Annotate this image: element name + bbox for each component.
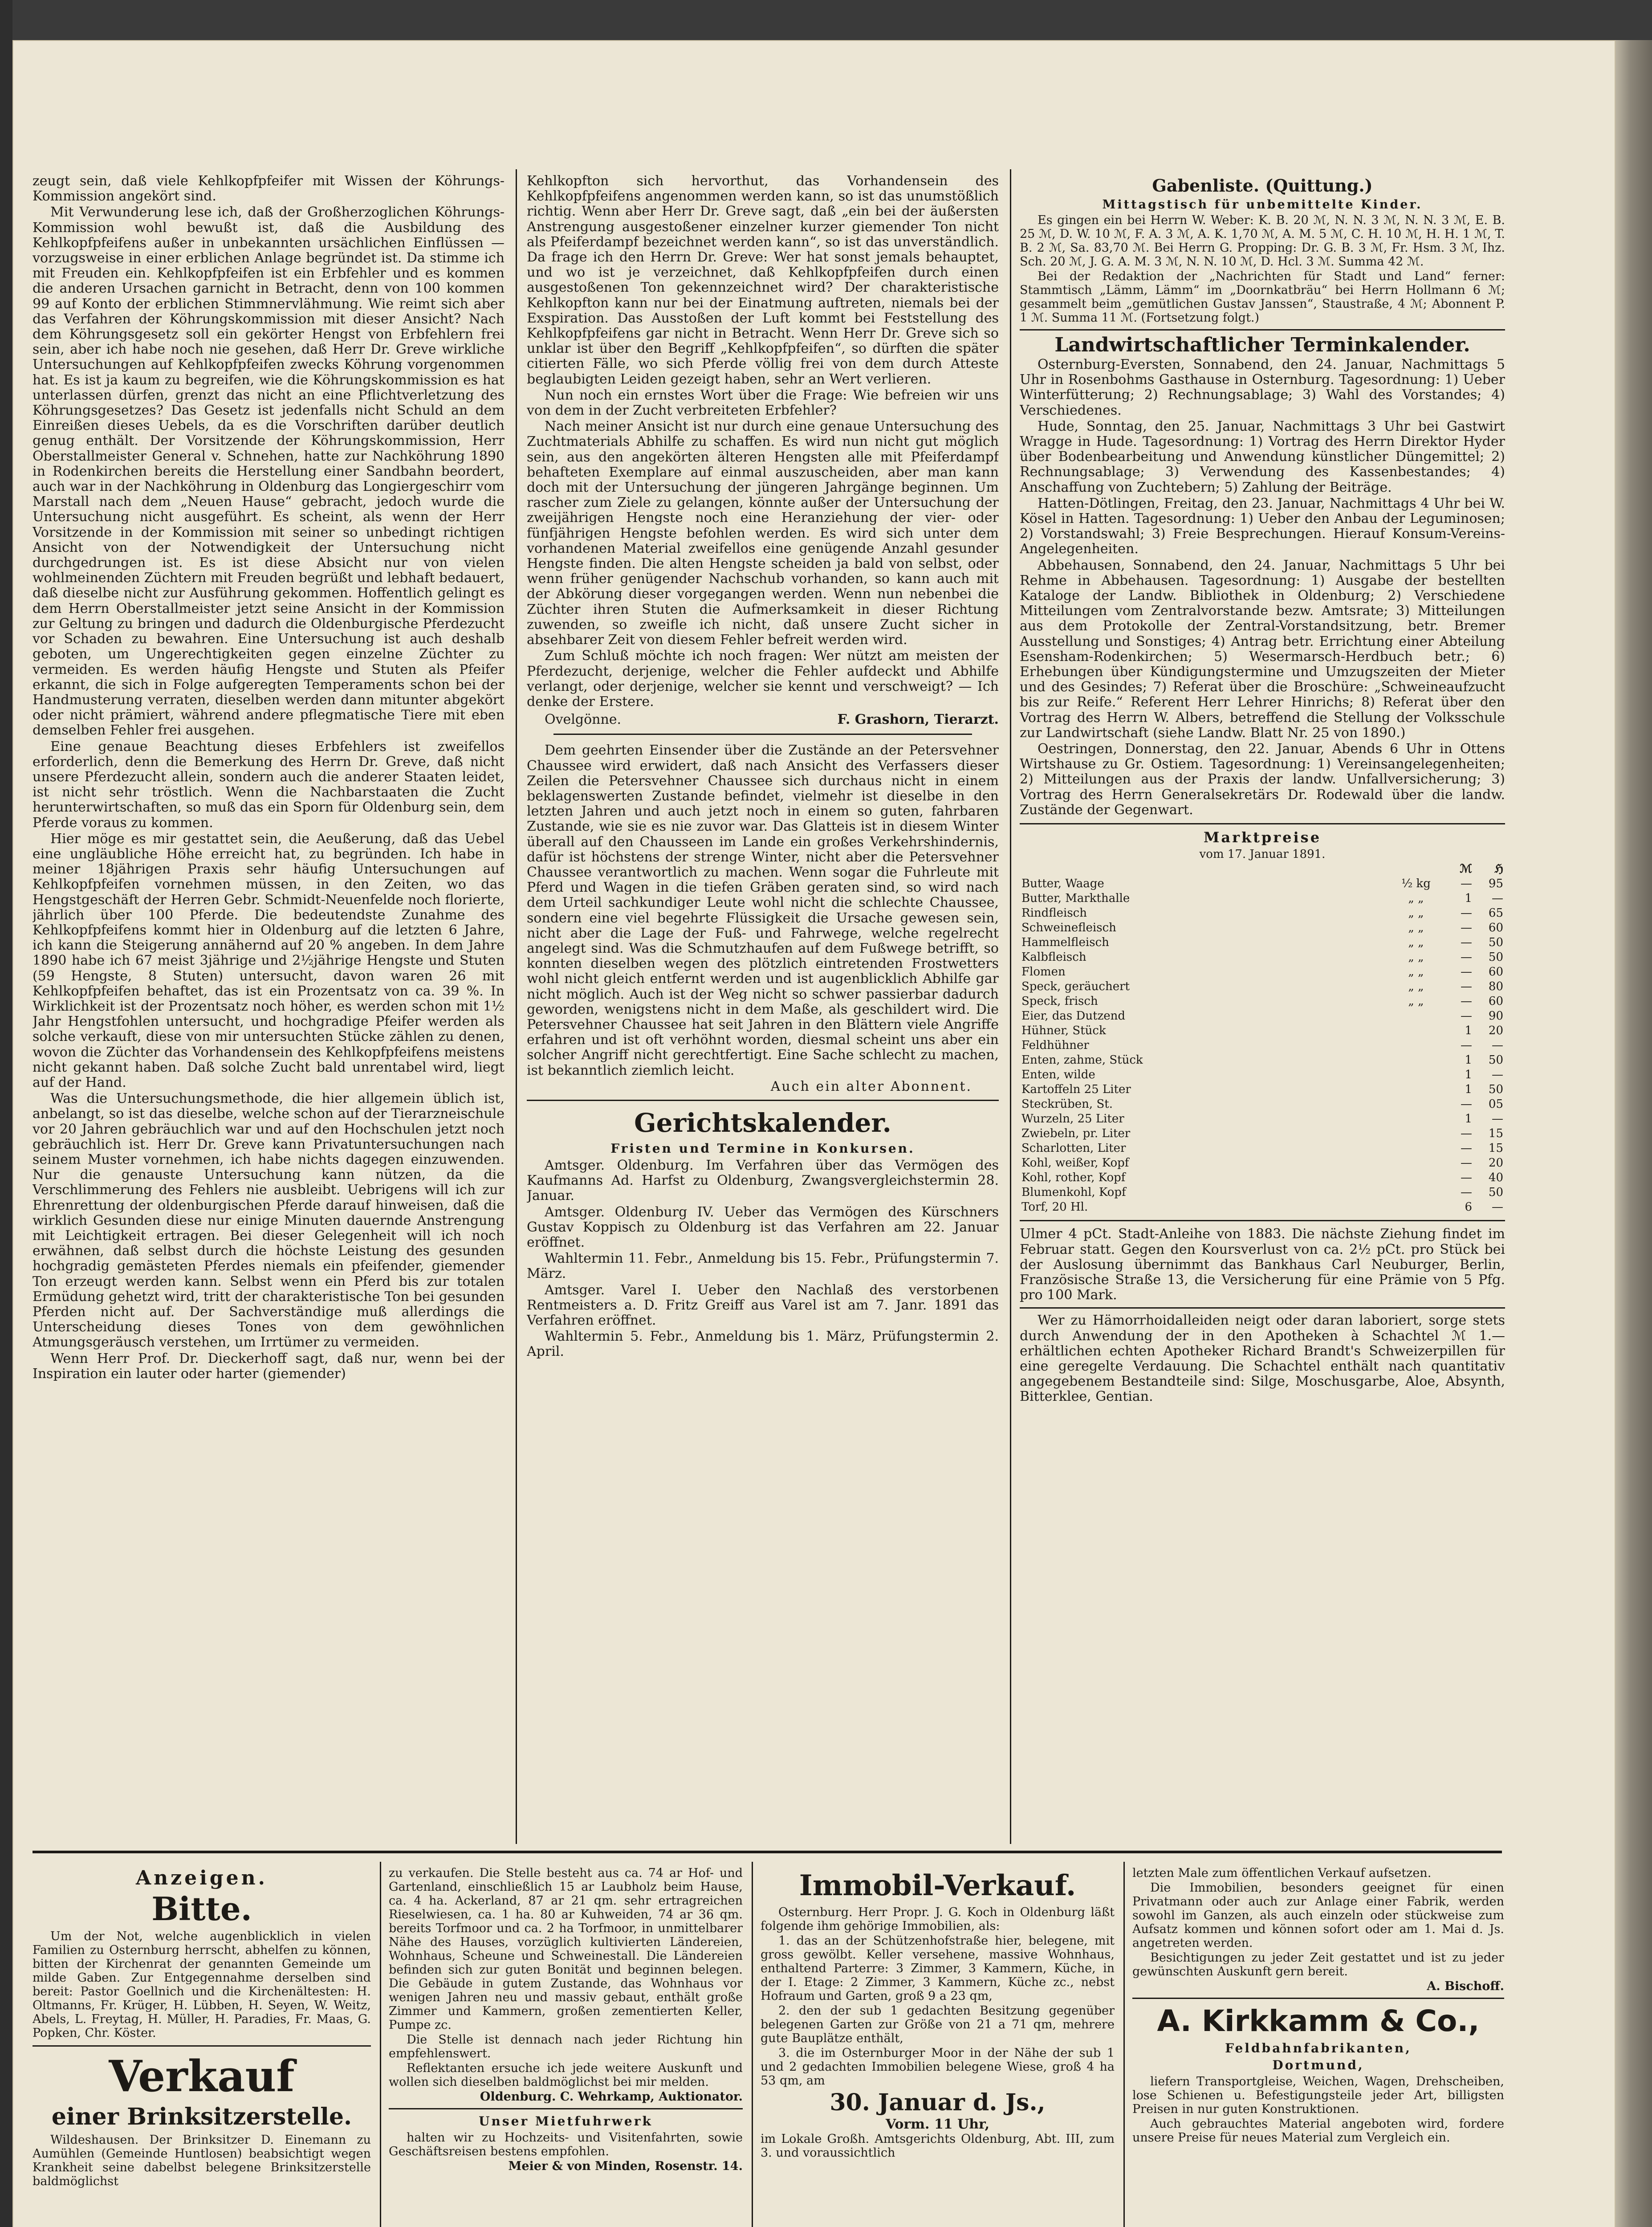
divider <box>389 2108 743 2109</box>
price-mark: — <box>1461 1127 1472 1141</box>
verkauf-signature: Oldenburg. C. Wehrkamp, Auktionator. <box>480 2090 743 2104</box>
price-pf: 20 <box>1488 1156 1503 1170</box>
ad-column-2 <box>389 1866 743 2227</box>
bitte-text: Um der Not, welche augenblicklich in vielen Familien zu Osternburg herrscht, abhelfen zu können, bitten der Kirchenrat der genannten Gemeinde um milde Gaben. Zur Entgegennahme derselben sind bereit: Pastor Goellnich und die Kirchenältesten: H. Oltmanns, Fr. Krüger, H. Lübben, H. Seyen, W. Weitz, Abels, L. Freytag, H. Müller, H. Paradies, Fr. Maas, G. Popken, Chr. Köster. <box>33 1929 371 2040</box>
price-mark: — <box>1461 877 1472 891</box>
divider <box>33 2045 371 2047</box>
court-entry: Amtsger. Oldenburg. Im Verfahren über das Vermögen des Kaufmanns Ad. Harfst zu Oldenburg, Zwangsvergleichstermin 28. Januar. <box>527 1157 999 1204</box>
paragraph: zeugt sein, daß viele Kehlkopfpfeifer mit Wissen der Köhrungs-Kommission angekört sind. <box>33 174 505 204</box>
page-edge <box>1615 40 1652 2227</box>
termin-entry: Osternburg-Eversten, Sonnabend, den 24. Januar, Nachmittags 5 Uhr in Rosenbohms Gasthause in Osternburg. Tagesordnung: 1) Ueber Winterfütterung; 2) Rechnungsablage; 3) Wahl des Vorstandes; 4) Verschiedenes. <box>1020 357 1505 418</box>
immo-text: Osternburg. Herr Propr. J. G. Koch in Oldenburg läßt folgende ihm gehörige Immobilien, als: <box>761 1905 1115 1933</box>
price-mark: 1 <box>1465 1024 1472 1038</box>
price-header <box>1020 862 1505 877</box>
price-row <box>1020 877 1505 891</box>
price-unit <box>1389 1126 1443 1141</box>
price-mark: — <box>1461 980 1472 994</box>
price-unit: „ „ <box>1408 980 1424 994</box>
price-row <box>1020 950 1505 965</box>
price-pf: 05 <box>1488 1097 1503 1111</box>
price-item: Enten, zahme, Stück <box>1021 1053 1143 1067</box>
price-row <box>1020 1053 1505 1068</box>
price-pf: — <box>1492 1039 1503 1052</box>
divider <box>527 1100 999 1101</box>
market-date: vom 17. Januar 1891. <box>1199 848 1326 861</box>
price-item: Speck, geräuchert <box>1021 980 1130 994</box>
price-unit <box>1389 1038 1443 1053</box>
price-pf: 40 <box>1488 1171 1503 1185</box>
price-unit: „ „ <box>1408 906 1424 920</box>
divider <box>1132 1998 1504 1999</box>
termin-entry: Hude, Sonntag, den 25. Januar, Nachmittags 3 Uhr bei Gastwirt Wragge in Hude. Tagesordnung: 1) Vortrag des Herrn Direktor Hyder über Bodenbearbeitung und Anwendung künstlicher Düngemittel; 2) Rechnungsablage; 3) Verwendung des Kassenbestandes; 4) Anschaffung von Zuchtebern; 5) Zahlung der Beiträge. <box>1020 418 1505 495</box>
price-row <box>1020 935 1505 950</box>
price-row <box>1020 1200 1505 1215</box>
price-row <box>1020 1126 1505 1141</box>
price-item: Wurzeln, 25 Liter <box>1021 1112 1124 1126</box>
court-title: Gerichtskalender. <box>634 1107 891 1138</box>
kirk-text: liefern Transportgleise, Weichen, Wagen, Drehscheiben, lose Schienen u. Befestigungsteile jeder Art, billigsten Preisen in nur guten Konstruktionen. <box>1132 2075 1504 2116</box>
price-row <box>1020 1024 1505 1038</box>
ad-column-1 <box>33 1866 371 2227</box>
price-item: Schweinefleisch <box>1021 921 1116 935</box>
price-row <box>1020 1156 1505 1171</box>
kirk-text: Auch gebrauchtes Material angeboten wird, fordere unsere Preise für neues Material zum Vergleich ein. <box>1132 2117 1504 2145</box>
gaben-text: Bei der Redaktion der „Nachrichten für Stadt und Land“ ferner: Stammtisch „Lämm, Lämm“ im „Doornkatbräu“ bei Herrn Hollmann 6 ℳ; gesammelt beim „gemütlichen Gustav Janssen“, Staustraße, 4 ℳ; Abonnent P. 1 ℳ. Summa 11 ℳ. (Fortsetzung folgt.) <box>1020 269 1505 325</box>
immo-cont: Die Immobilien, besonders geeignet für einen Privatmann oder auch zur Anlage einer Fabrik, werden sowohl im Ganzen, als auch einzeln oder stückweise zum Aufsatz kommen und können sofort oder am 1. Mai d. Js. angetreten werden. <box>1132 1881 1504 1950</box>
price-row <box>1020 1082 1505 1097</box>
termin-entry: Hatten-Dötlingen, Freitag, den 23. Januar, Nachmittags 4 Uhr bei W. Kösel in Hatten. Tagesordnung: 1) Ueber den Anbau der Leguminosen; 2) Vorstandswahl; 3) Freie Besprechungen. Hierauf Konsum-Vereins-Angelegenheiten. <box>1020 495 1505 557</box>
price-mark: 1 <box>1465 1053 1472 1067</box>
price-item: Kohl, rother, Kopf <box>1021 1171 1126 1185</box>
price-pf: 50 <box>1488 1053 1503 1067</box>
price-item: Rindfleisch <box>1021 906 1087 920</box>
scan-border <box>0 0 12 2227</box>
market-title: Marktpreise <box>1203 829 1322 846</box>
price-row <box>1020 994 1505 1009</box>
mark-header: ℳ <box>1460 862 1472 876</box>
price-table <box>1020 862 1505 1215</box>
price-pf: 15 <box>1488 1142 1503 1155</box>
signature-name: F. Grashorn, Tierarzt. <box>837 712 999 728</box>
price-item: Kalbfleisch <box>1021 950 1086 964</box>
price-unit: „ „ <box>1408 965 1424 979</box>
price-item: Hühner, Stück <box>1021 1024 1106 1038</box>
verkauf-subtitle: einer Brinksitzerstelle. <box>51 2103 352 2130</box>
column-rule <box>1010 169 1011 1844</box>
price-mark: — <box>1461 921 1472 935</box>
immo-date: 30. Januar d. Js., <box>830 2089 1046 2116</box>
price-unit: „ „ <box>1408 892 1424 905</box>
immo-item: 2. den der sub 1 gedachten Besitzung gegenüber belegenen Garten zur Größe von 21 a 71 qm, mehrere gute Bauplätze enthält, <box>761 2004 1115 2045</box>
ads-heading: Anzeigen. <box>136 1867 268 1889</box>
immo-text: im Lokale Großh. Amtsgerichts Oldenburg, Abt. III, zum 3. und voraussichtlich <box>761 2132 1115 2160</box>
price-item: Flomen <box>1021 965 1066 979</box>
price-mark: — <box>1461 995 1472 1008</box>
price-row <box>1020 979 1505 994</box>
price-mark: — <box>1461 1171 1472 1185</box>
price-mark: — <box>1461 936 1472 950</box>
price-mark: — <box>1461 1186 1472 1199</box>
article-column-3 <box>1020 174 1505 1848</box>
price-unit <box>1389 1112 1443 1126</box>
price-item: Torf, 20 Hl. <box>1021 1200 1088 1214</box>
kirk-title: A. Kirkkamm & Co., <box>1157 2004 1480 2038</box>
price-pf: 90 <box>1488 1009 1503 1023</box>
court-entry: Wahltermin 11. Febr., Anmeldung bis 15. Febr., Prüfungstermin 7. März. <box>527 1251 999 1282</box>
price-unit <box>1389 1082 1443 1097</box>
price-row <box>1020 1141 1505 1156</box>
price-pf: 65 <box>1488 906 1503 920</box>
price-item: Enten, wilde <box>1021 1068 1095 1082</box>
price-unit <box>1389 1171 1443 1185</box>
bitte-title: Bitte. <box>151 1890 252 1928</box>
newspaper-page <box>12 40 1615 2227</box>
paragraph: Dem geehrten Einsender über die Zustände an der Petersvehner Chaussee wird erwidert, daß nach Ansicht des Verfassers dieser Zeilen die Petersvehner Chaussee sich durchaus nicht in einem beklagenswerten Zustande befindet, vielmehr ist dieselbe in den letzten Jahren und auch jetzt noch in einem so guten, fahrbaren Zustande, wie sie es nie zuvor war. Das Glatteis ist in diesem Winter überall auf den Chausseen im Lande ein großes Verkehrshindernis, dafür ist höchstens der strenge Winter, nicht aber die Petersvehner Chaussee verantwortlich zu machen. Wenn sogar die Fuhrleute mit Pferd und Wagen in die tiefen Gräben geraten sind, so wird nach dem Urteil sachkundiger Leute wohl nicht die schlechte Chaussee, sondern eine viel begehrte Flüssigkeit die Ursache gewesen sein, nicht aber die Lage der Fuß- und Fahrwege, welche regelrecht angelegt sind. Was die Schmutzhaufen auf dem Fußwege betrifft, so konnten dieselben wegen des plötzlich eintretenden Frostwetters wohl nicht gleich entfernt werden und ist augenblicklich Abhilfe gar nicht möglich. Auch ist der Weg nicht so schwer passierbar dadurch geworden, wenigstens nicht in dem Maße, als geschildert wird. Die Petersvehner Chaussee hat seit Jahren in den Blättern viele Angriffe erfahren und ist oft verhöhnt worden, diesmal scheint uns aber ein solcher Angriff nicht gerechtfertigt. Eine Sache schlecht zu machen, ist bekanntlich ziemlich leicht. <box>527 742 999 1078</box>
price-item: Hammelfleisch <box>1021 936 1109 950</box>
immo-item: 1. das an der Schützenhofstraße hier, belegene, mit gross gewölbt. Keller versehene, massive Wohnhaus, enthaltend Parterre: 3 Zimmer, 3 Kammern, Küche, in der I. Etage: 2 Zimmer, 3 Kammern, Küche zc., nebst Hofraum und Garten, groß 9 a 23 qm, <box>761 1934 1115 2003</box>
price-item: Zwiebeln, pr. Liter <box>1021 1127 1131 1141</box>
paragraph: Eine genaue Beachtung dieses Erbfehlers ist zweifellos erforderlich, denn die Bemerkung des Herrn Dr. Greve, daß nicht unsere Pferdezucht allein, sondern auch die anderer Staaten leidet, ist nicht sehr tröstlich. Wenn die Nachbarstaaten die Zucht herunterwirtschaften, so muß das ein Sporn für Oldenburg sein, dem Pferde voraus zu kommen. <box>33 738 505 831</box>
court-subtitle: Fristen und Termine in Konkursen. <box>610 1141 915 1156</box>
verkauf-cont: Reflektanten ersuche ich jede weitere Auskunft und wollen sich dieselben baldmöglichst bei mir melden. <box>389 2061 743 2089</box>
ad-column-3 <box>761 1866 1115 2227</box>
gaben-title: Gabenliste. (Quittung.) <box>1152 175 1373 196</box>
verkauf-text: Wildeshausen. Der Brinksitzer D. Einemann zu Aumühlen (Gemeinde Huntlosen) beabsichtigt wegen Krankheit seine dabelbst belegene Brinksitzerstelle baldmöglichst <box>33 2133 371 2188</box>
price-unit <box>1389 1141 1443 1156</box>
price-row <box>1020 1185 1505 1200</box>
pf-header: ℌ <box>1494 862 1503 876</box>
paragraph: Was die Untersuchungsmethode, die hier allgemein üblich ist, anbelangt, so ist das dieselbe, welche schon auf der Tierarzneischule vor 20 Jahren gebräuchlich war und auf den Hochschulen jetzt noch gebräuchlich ist. Herr Dr. Greve kann Privatuntersuchungen nach seinem Muster vornehmen, ich habe nichts dagegen einzuwenden. Nur die genauste Untersuchung kann nützen, da die Verschlimmerung des Fehlers nie ausbleibt. Uebrigens will ich zur Ehrenrettung der oldenburgischen Pferde darauf hinweisen, daß die wirklich Gesunden diese nur einige Minuten dauernde Anstrengung mit Leichtigkeit ertragen. Bei dieser Gelegenheit will ich noch erwähnen, daß selbst durch die höchste Leistung des gesunden hochgradig gemästeten Pferdes niemals ein pfeifender, giemender Ton erzeugt werden kann. Selbst wenn ein Pferd bis zur totalen Ermüdung gehetzt wird, tritt der charakteristische Ton bei gesunden Pferden nicht auf. Der Sachverständige muß allerdings die Unterscheidung dieses Tones von dem gewöhnlichen Atmungsgeräusch verstehen, um Irrtümer zu vermeiden. <box>33 1091 505 1350</box>
price-unit: „ „ <box>1408 936 1424 950</box>
price-row <box>1020 1112 1505 1126</box>
ad-column-4 <box>1132 1866 1504 2227</box>
price-unit <box>1389 1068 1443 1082</box>
price-item: Butter, Waage <box>1021 877 1104 891</box>
immo-title: Immobil-Verkauf. <box>799 1869 1076 1902</box>
price-item: Butter, Markthalle <box>1021 892 1130 905</box>
price-item: Blumenkohl, Kopf <box>1021 1186 1126 1199</box>
price-pf: 60 <box>1488 921 1503 935</box>
price-mark: — <box>1461 965 1472 979</box>
price-unit <box>1389 1097 1443 1112</box>
price-mark: 1 <box>1465 1083 1472 1097</box>
divider <box>1020 1307 1505 1309</box>
verkauf-cont: zu verkaufen. Die Stelle besteht aus ca. 74 ar Hof- und Gartenland, einschließlich 15 ar Laubholz beim Hause, ca. 4 ha. Ackerland, 87 ar 21 qm. sehr ertragreichen Rieselwiesen, ca. 1 ha. 80 ar Kuhweiden, 74 ar 36 qm. bereits Torfmoor und ca. 2 ha Torfmoor, in unmittelbarer Nähe des Hauses, vorzüglich kultivierten Ländereien, Wohnhaus, Scheune und Schweinestall. Die Ländereien befinden sich zur guten Bonität und beginnen belegen. Die Gebäude in gutem Zustande, das Wohnhaus vor wenigen Jahren neu und massiv gebaut, enthält große Zimmer und Kammern, großen zementierten Keller, Pumpe zc. <box>389 1866 743 2032</box>
haemo-ad: Wer zu Hämorrhoidalleiden neigt oder daran laboriert, sorge stets durch Anwendung der in den Apotheken à Schachtel ℳ 1.— erhältlichen echten Apotheker Richard Brandt's Schweizerpillen für eine geregelte Verdauung. Die Schachtel enthält nach quantitativ angegebenem Bestandteile sind: Silge, Moschusgarbe, Aloe, Absynth, Bitterklee, Gentian. <box>1020 1313 1505 1405</box>
price-unit: „ „ <box>1408 995 1424 1008</box>
gaben-subtitle: Mittagstisch für unbemittelte Kinder. <box>1102 198 1423 212</box>
price-item: Kartoffeln 25 Liter <box>1021 1083 1131 1097</box>
price-pf: — <box>1492 1068 1503 1082</box>
price-row <box>1020 1068 1505 1082</box>
court-entry: Wahltermin 5. Febr., Anmeldung bis 1. März, Prüfungstermin 2. April. <box>527 1329 999 1360</box>
paragraph: Wenn Herr Prof. Dr. Dieckerhoff sagt, daß nur, wenn bei der Inspiration ein lauter oder harter (giemender) <box>33 1350 505 1382</box>
price-row <box>1020 1009 1505 1024</box>
price-pf: 80 <box>1488 980 1503 994</box>
price-item: Speck, frisch <box>1021 995 1098 1008</box>
price-pf: 60 <box>1488 995 1503 1008</box>
immo-time: Vorm. 11 Uhr, <box>885 2117 990 2132</box>
price-item: Kohl, weißer, Kopf <box>1021 1156 1129 1170</box>
ulmer-ad: Ulmer 4 pCt. Stadt-Anleihe von 1883. Die nächste Ziehung findet im Februar statt. Gegen den Koursverlust von ca. 2½ pCt. pro Stück bei der Auslosung übernimmt das Bankhaus Carl Neuburger, Berlin, Französische Straße 13, die Versicherung für eine Prämie von 5 Pfg. pro 100 Mark. <box>1020 1226 1505 1303</box>
price-pf: 50 <box>1488 950 1503 964</box>
paragraph: Zum Schluß möchte ich noch fragen: Wer nützt am meisten der Pferdezucht, derjenige, welcher die Fehler aufdeckt und Abhilfe verlangt, oder derjenige, welcher sie kennt und verschweigt? — Ich denke der Erstere. <box>527 648 999 710</box>
miet-signature: Meier & von Minden, Rosenstr. 14. <box>508 2159 743 2173</box>
signature-place: Ovelgönne. <box>545 712 622 728</box>
price-body <box>1020 877 1505 1215</box>
price-pf: 60 <box>1488 965 1503 979</box>
price-pf: 50 <box>1488 1186 1503 1199</box>
paragraph: Kehlkopfton sich hervorthut, das Vorhandensein des Kehlkopfpfeifens angenommen werden kann, so ist das unumstößlich richtig. Wenn aber Herr Dr. Greve sagt, daß „ein bei der äußersten Anstrengung ausgestoßener einzelner kurzer giemender Ton nicht als Pfeiferdampf bezeichnet werden kann“, so ist das unverständlich. Da frage ich den Herrn Dr. Greve: Wer hat sonst jemals behauptet, und wo ist je verzeichnet, daß Kehlkopfpfeifen durch einen ausgestoßenen Ton gekennzeichnet wird? Der charakteristische Kehlkopfton kann nur bei der Einatmung auftreten, niemals bei der Exspiration. Das Ausstoßen der Luft kommt bei Feststellung des Kehlkopfpfeifens gar nicht in Betracht. Wenn Herr Dr. Greve sich so unklar ist über den Begriff „Kehlkopfpfeifen“, so dürften die später citierten Fälle, wo sich Pferde völlig frei von dem durch Atteste beglaubigten Leiden gezeigt haben, sehr an Wert verlieren. <box>527 174 999 387</box>
price-mark: 1 <box>1465 892 1472 905</box>
price-item: Steckrüben, St. <box>1021 1097 1113 1111</box>
price-item: Eier, das Dutzend <box>1021 1009 1126 1023</box>
price-pf: 20 <box>1488 1024 1503 1038</box>
verkauf-title: Verkauf <box>109 2051 295 2101</box>
article-column-1 <box>33 174 505 1848</box>
paragraph: Nun noch ein ernstes Wort über die Frage: Wie befreien wir uns von dem in der Zucht verbreiteten Erbfehler? <box>527 387 999 419</box>
price-unit: „ „ <box>1408 950 1424 964</box>
termin-entry: Oestringen, Donnerstag, den 22. Januar, Abends 6 Uhr in Ottens Wirtshause zu Gr. Ostiem. Tagesordnung: 1) Vereinsangelegenheiten; 2) Mitteilungen aus der Praxis der landw. Unfallversicherung; 3) Vortrag des Herrn Generalsekretärs Dr. Rodewald über die landw. Zustände der Gegenwart. <box>1020 741 1505 818</box>
price-row <box>1020 906 1505 921</box>
article-column-2 <box>527 174 999 1848</box>
divider <box>1020 1220 1505 1221</box>
signature: Auch ein alter Abonnent. <box>770 1078 972 1094</box>
price-row <box>1020 921 1505 935</box>
price-unit <box>1389 1156 1443 1171</box>
price-unit <box>1389 1200 1443 1215</box>
divider <box>553 734 972 735</box>
price-mark: — <box>1461 1039 1472 1052</box>
column-rule <box>516 169 517 1844</box>
verkauf-cont: Die Stelle ist dennach nach jeder Richtung hin empfehlenswert. <box>389 2033 743 2060</box>
ad-rule <box>752 1862 753 2227</box>
signature-line <box>527 712 999 727</box>
price-pf: 95 <box>1488 877 1503 891</box>
paragraph: Mit Verwunderung lese ich, daß der Großherzoglichen Köhrungs-Kommission wohl bewußt ist, daß die Ausbildung des Kehlkopfpfeifens außer in unbekannten ursächlichen Einflüssen — vorzugsweise in einer erblichen Anlage begründet ist. Da stimme ich mit Freuden ein. Kehlkopfpfeifen ist ein Erbfehler und es kommen die anderen Ursachen garnicht in Betracht, denn von 100 kommen 99 auf Konto der erblichen Stimmnervlähmung. Wie reimt sich aber das Verfahren der Köhrungskommission mit dieser Ansicht? Nach dem Köhrungsgesetz soll ein gekörter Hengst von Erbfehlern frei sein, aber ich habe noch nie gesehen, daß Herr Dr. Greve wirkliche Untersuchungen auf Kehlkopfpfeifen zwecks Köhrung vorgenommen hat. Es ist ja kaum zu begreifen, wie die Köhrungskommission es hat unterlassen dürfen, grenzt das nicht an eine Pflichtverletzung des Köhrungsgesetzes? Das Gesetz ist jedenfalls nicht Schuld an dem Einreißen dieses Uebels, da es die Vorschriften darüber deutlich genug enthält. Der Vorsitzende der Köhrungskommission, Herr Oberstallmeister General v. Schnehen, hatte zur Nachköhrung 1890 in Rodenkirchen bereits die Herstellung einer Sandbahn beordert, auch war in der Nachköhrung in Oldenburg das Longiergeschirr vom Marstall nach dem „Neuen Hause“ gebracht, jedoch wurde die Untersuchung nicht ausgeführt. Es scheint, als wenn der Herr Vorsitzende in der Kommission mit seiner so unbedingt richtigen Ansicht von der Notwendigkeit der Untersuchung nicht durchgedrungen ist. Es ist diese Absicht nur von vielen wohlmeinenden Züchtern mit Freuden begrüßt und lebhaft bedauert, daß dieselbe nicht zur Ausführung gekommen. Hoffentlich gelingt es dem Herrn Oberstallmeister jetzt seine Ansicht in der Kommission zur Geltung zu bringen und dadurch die Oldenburgische Pferdezucht vor Schaden zu bewahren. Eine Untersuchung ist auch deshalb geboten, um Ungerechtigkeiten gegen einzelne Züchter zu vermeiden. Es werden häufig Hengste und Stuten als Pfeifer erkannt, die sich in Folge aufgeregten Temperaments schon bei der Handmusterung verraten, dieselben werden dann mitunter abgekört oder nicht prämiert, während andere pflegmatische Tiere mit eben demselben Fehler frei ausgehen. <box>33 204 505 738</box>
price-mark: — <box>1461 1009 1472 1023</box>
price-mark: — <box>1461 1097 1472 1111</box>
kirk-subtitle: Feldbahnfabrikanten, <box>1225 2041 1412 2056</box>
price-mark: — <box>1461 950 1472 964</box>
kirk-city: Dortmund, <box>1272 2058 1364 2072</box>
price-item: Scharlotten, Liter <box>1021 1142 1126 1155</box>
price-pf: 50 <box>1488 1083 1503 1097</box>
termin-entry: Abbehausen, Sonnabend, den 24. Januar, Nachmittags 5 Uhr bei Rehme in Abbehausen. Tagesordnung: 1) Ausgabe der bestellten Kataloge der Landw. Bibliothek in Oldenburg; 2) Verschiedene Mitteilungen vom Zentralvorstande bezw. Amtsrate; 3) Mitteilungen aus dem Protokolle der Zentral-Vorstandsitzung, betr. Bremer Ausstellung und Sonstiges; 4) Antrag betr. Errichtung einer Abteilung Esensham-Rodenkirchen; 5) Wesermarsch-Herdbuch betr.; 6) Erhebungen über Kündigungstermine und Umzugszeiten der Mieter und des Gesindes; 7) Referat über die Broschüre: „Schweineaufzucht bis zur Reife.“ Referent Herr Lehrer Hinrichs; 8) Referat über den Vortrag des Herrn W. Albers, betreffend die Stellung der Volksschule zur Landwirtschaft (siehe Landw. Blatt Nr. 25 von 1890.) <box>1020 557 1505 741</box>
price-row <box>1020 891 1505 906</box>
price-pf: — <box>1492 1112 1503 1126</box>
price-mark: — <box>1461 906 1472 920</box>
price-item: Feldhühner <box>1021 1039 1089 1052</box>
immo-cont: Besichtigungen zu jeder Zeit gestattet und ist zu jeder gewünschten Auskunft gern bereit. <box>1132 1951 1504 1978</box>
court-entry: Amtsger. Varel I. Ueber den Nachlaß des verstorbenen Rentmeisters a. D. Fritz Greiff aus Varel ist am 7. Janr. 1891 das Verfahren eröffnet. <box>527 1282 999 1329</box>
ad-rule <box>380 1862 381 2227</box>
price-pf: 50 <box>1488 936 1503 950</box>
price-pf: 15 <box>1488 1127 1503 1141</box>
price-row <box>1020 1038 1505 1053</box>
price-unit: ½ kg <box>1401 877 1431 891</box>
price-mark: 1 <box>1465 1068 1472 1082</box>
price-mark: 6 <box>1465 1200 1472 1214</box>
immo-item: 3. die im Osternburger Moor in der Nähe der sub 1 und 2 gedachten Immobilien belegene Wiese, groß 4 ha 53 qm, am <box>761 2046 1115 2088</box>
court-entry: Amtsger. Oldenburg IV. Ueber das Vermögen des Kürschners Gustav Koppisch zu Oldenburg ist das Verfahren am 22. Januar eröffnet. <box>527 1204 999 1250</box>
price-unit <box>1389 1185 1443 1200</box>
miet-text: halten wir zu Hochzeits- und Visitenfahrten, sowie Geschäftsreisen bestens empfohlen. <box>389 2131 743 2158</box>
price-mark: — <box>1461 1156 1472 1170</box>
termin-title: Landwirtschaftlicher Terminkalender. <box>1054 334 1470 356</box>
price-unit: „ „ <box>1408 921 1424 935</box>
ad-rule <box>1123 1862 1125 2227</box>
immo-cont: letzten Male zum öffentlichen Verkauf aufsetzen. <box>1132 1866 1432 1880</box>
price-pf: — <box>1492 1200 1503 1214</box>
ads-rule <box>33 1851 1502 1853</box>
immo-signature: A. Bischoff. <box>1427 1979 1504 1993</box>
price-pf: — <box>1492 892 1503 905</box>
paragraph: Nach meiner Ansicht ist nur durch eine genaue Untersuchung des Zuchtmaterials Abhilfe zu schaffen. Es wird nun nicht gut möglich sein, aus den angekörten älteren Hengsten alle mit Pfeiferdampf behafteten Exemplare auf einmal auszuscheiden, aber man kann doch mit der Untersuchung der jüngeren Jahrgänge beginnen. Um rascher zum Ziele zu gelangen, könnte außer der Untersuchung der zweijährigen Hengste noch eine Heranziehung der vier- oder fünfjährigen Hengste befohlen werden. Es wird sich unter dem vorhandenen Material zweifellos eine genügende Anzahl gesunder Hengste finden. Die alten Hengste scheiden ja bald von selbst, oder wenn früher genügender Nachschub vorhanden, so kann auch mit der Abkörung dieser vorgegangen werden. Wenn nun nebenbei die Züchter ihren Stuten die Aufmerksamkeit in dieser Richtung zuwenden, so zweifle ich nicht, daß unsere Zucht sicher in absehbarer Zeit von diesem Fehler befreit werden wird. <box>527 419 999 648</box>
miet-title: Unser Mietfuhrwerk <box>479 2114 653 2129</box>
divider <box>1020 823 1505 824</box>
price-row <box>1020 1097 1505 1112</box>
price-unit <box>1389 1053 1443 1068</box>
divider <box>1020 329 1505 330</box>
price-mark: 1 <box>1465 1112 1472 1126</box>
price-unit <box>1389 1024 1443 1038</box>
price-mark: — <box>1461 1142 1472 1155</box>
price-row <box>1020 1171 1505 1185</box>
price-unit <box>1389 1009 1443 1024</box>
gaben-text: Es gingen ein bei Herrn W. Weber: K. B. 20 ℳ, N. N. 3 ℳ, N. N. 3 ℳ, E. B. 25 ℳ, D. W. 10 ℳ, F. A. 3 ℳ, A. K. 1,70 ℳ, A. M. 5 ℳ, C. H. 10 ℳ, H. H. 1 ℳ, T. B. 2 ℳ, Sa. 83,70 ℳ. Bei Herrn G. Propping: Dr. G. B. 3 ℳ, Fr. Hsm. 3 ℳ, Ihz. Sch. 20 ℳ, J. G. A. M. 3 ℳ, N. N. 10 ℳ, D. Hcl. 3 ℳ. Summa 42 ℳ. <box>1020 213 1505 269</box>
price-row <box>1020 965 1505 979</box>
paragraph: Hier möge es mir gestattet sein, die Aeußerung, daß das Uebel eine ungläubliche Höhe erreicht hat, zu begründen. Ich habe in meiner 18jährigen Praxis sehr häufig Untersuchungen auf Kehlkopfpfeifen vornehmen müssen, in den Zeiten, wo das Hengstgeschäft der Herren Gebr. Schmidt-Neuenfelde noch florierte, jährlich über 100 Pferde. Die bedeutendste Zunahme des Kehlkopfpfeifens kommt hier in Oldenburg auf die letzten 6 Jahre, ich kann die Steigerung annähernd auf 20 % angeben. In dem Jahre 1890 habe ich 67 meist 3jährige und 2½jährige Hengste und Stuten (59 Hengste, 8 Stuten) untersucht, davon waren 26 mit Kehlkopfpfeifen behaftet, das ist ein Prozentsatz von ca. 39 %. In Wirklichkeit ist der Prozentsatz noch höher, es werden schon mit 1½ Jahr Hengstfohlen untersucht, und hochgradige Pfeifer werden als solche verkauft, diese von mir untersuchten Stücke zählen zu denen, wovon die Züchter das Vorhandensein des Kehlkopfpfeifens meistens nicht gekannt haben. Daß solche Zucht bald unrentabel wird, liegt auf der Hand. <box>33 831 505 1090</box>
